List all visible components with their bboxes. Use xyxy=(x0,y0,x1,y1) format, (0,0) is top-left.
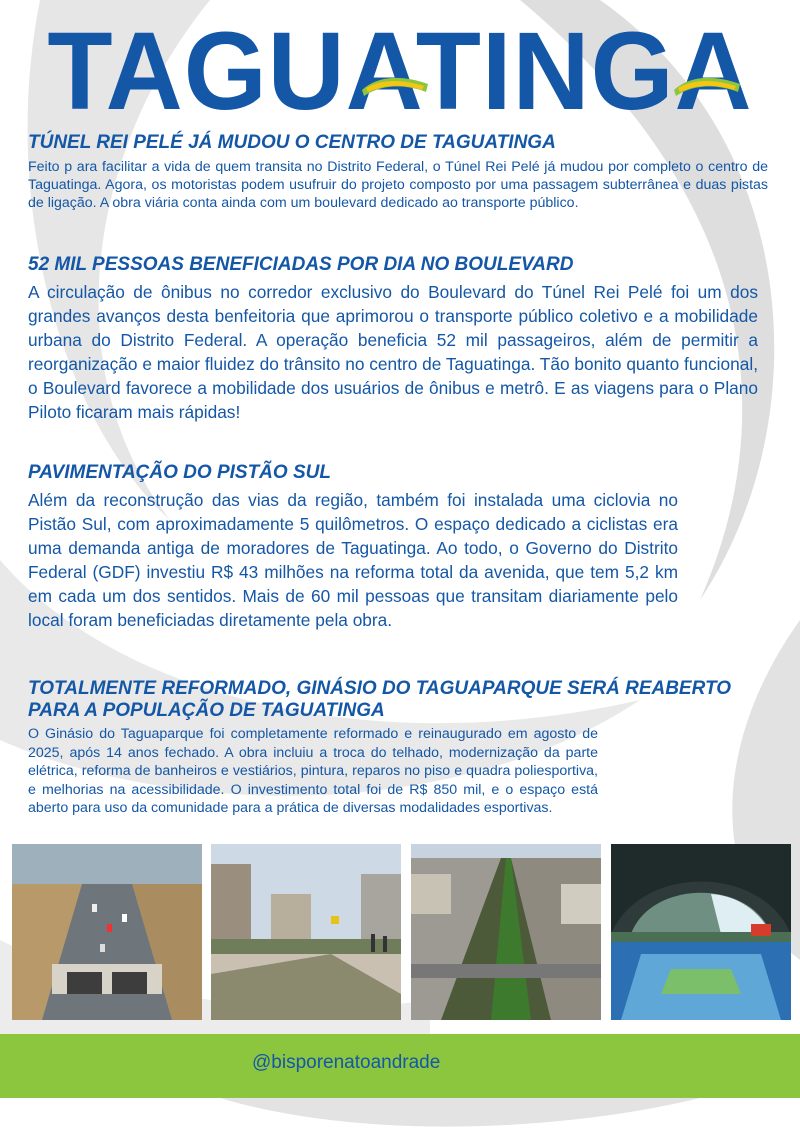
section-body: O Ginásio do Taguaparque foi completamente reformado e reinaugurado em agosto de 2025, após 14 anos fechado. A obra incluiu a troca do telhado, modernização da parte elétrica, reforma de banheiros e vestiários, pintura, reparos no piso e quadra poliesportiva, e melhorias na acessibilidade. O investimento total foi de R$ 850 mil, e o espaço está aberto para uso da comunidade para a prática de diversas modalidades esportivas. xyxy=(28,726,598,816)
section-heading: PAVIMENTAÇÃO DO PISTÃO SUL xyxy=(28,462,331,483)
footer-bar xyxy=(0,1034,800,1098)
section-body: Além da reconstrução das vias da região, também foi instalada uma ciclovia no Pistão Sul, com aproximadamente 5 quilômetros. O espaço dedicado a ciclistas era uma demanda antiga de moradores de Taguatinga. Ao todo, o Governo do Distrito Federal (GDF) investiu R$ 43 milhões na reforma total da avenida, que tem 5,2 km em cada um dos sentidos. Mais de 60 mil pessoas que transitam diariamente pelo local foram beneficiadas diretamente pela obra. xyxy=(28,490,678,630)
photo-tunnel xyxy=(12,844,202,1020)
page-title: TAGUATINGA xyxy=(47,10,753,133)
section-heading: TÚNEL REI PELÉ JÁ MUDOU O CENTRO DE TAGUATINGA xyxy=(28,132,556,153)
section-heading: 52 MIL PESSOAS BENEFICIADAS POR DIA NO BOULEVARD xyxy=(28,254,574,275)
header xyxy=(0,10,800,133)
section-tunel xyxy=(28,132,768,212)
flag-ribbon-icon xyxy=(360,72,430,98)
photo-ginasio xyxy=(611,844,800,1020)
section-pistao-sul xyxy=(28,462,678,632)
flag-ribbon-icon xyxy=(672,72,742,98)
section-body: A circulação de ônibus no corredor exclusivo do Boulevard do Túnel Rei Pelé foi um dos grandes avanços desta benfeitoria que aprimorou o transporte público coletivo e a mobilidade urbana do Distrito Federal. A operação beneficia 52 mil passageiros, além de permitir a reorganização e maior fluidez do trânsito no centro de Taguatinga. Tão bonito quanto funcional, o Boulevard favorece a mobilidade dos usuários de ônibus e metrô. E as viagens para o Plano Piloto ficaram mais rápidas! xyxy=(28,282,758,422)
photo-strip xyxy=(12,844,790,1020)
section-heading: TOTALMENTE REFORMADO, GINÁSIO DO TAGUAPARQUE SERÁ REABERTO PARA A POPULAÇÃO DE TAGUATINGA xyxy=(28,678,732,721)
section-boulevard xyxy=(28,254,758,424)
social-handle[interactable]: @bisporenatoandrade xyxy=(252,1052,441,1073)
section-ginasio xyxy=(28,678,788,818)
photo-avenue-aerial xyxy=(411,844,601,1020)
section-body: Feito p ara facilitar a vida de quem transita no Distrito Federal, o Túnel Rei Pelé já mudou por completo o centro de Taguatinga. Agora, os motoristas podem usufruir do projeto composto por uma passagem subterrânea e duas pistas de ligação. A obra viária conta ainda com um boulevard dedicado ao transporte público. xyxy=(28,159,768,211)
photo-boulevard xyxy=(211,844,401,1020)
